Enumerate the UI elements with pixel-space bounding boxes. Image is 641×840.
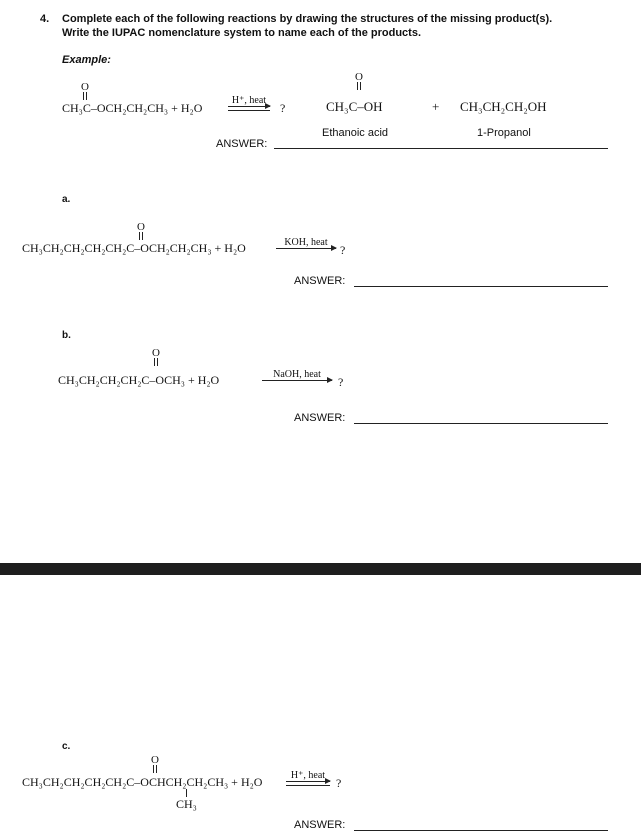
example-product1-carbonyl <box>354 72 364 90</box>
example-conditions: H⁺, heat <box>231 95 267 106</box>
part-b-reactant-right: –OCH₃ + H₂O <box>149 373 220 387</box>
part-a-conditions: KOH, heat <box>284 237 328 248</box>
part-c-equilibrium-arrow <box>286 781 330 786</box>
part-a-reactant-left: CH₃CH₂CH₂CH₂CH₂C <box>22 241 135 255</box>
example-product1 <box>326 99 383 115</box>
example-product1-o-text: O <box>355 71 363 83</box>
example-reaction-arrow <box>228 95 270 111</box>
example-carbonyl-oxygen <box>80 82 90 100</box>
part-b-conditions: NaOH, heat <box>273 369 321 380</box>
example-carbonyl-double-bond <box>83 92 87 100</box>
example-reactant-right: –OCH₂CH₂CH₃ + H₂O <box>90 101 203 115</box>
example-product1-double-bond <box>357 82 361 90</box>
part-b-answer-line <box>354 423 608 424</box>
part-a-carbonyl-o-text: O <box>137 221 145 233</box>
part-c-branch: CH₃ <box>176 797 197 811</box>
part-a-label: a. <box>62 194 71 205</box>
part-b-carbonyl-o-text: O <box>152 347 160 359</box>
part-c-branch-bond <box>186 789 187 797</box>
part-c-reactant-left: CH₃CH₂CH₂CH₂CH₂C <box>22 775 135 789</box>
example-answer-line <box>274 148 608 149</box>
part-b-reactant-left: CH₃CH₂CH₂CH₂C <box>58 373 150 387</box>
part-c-carbonyl <box>150 755 160 773</box>
question-number: 4. <box>40 13 50 25</box>
part-a-reactant-right: –OCH₂CH₂CH₃ + H₂O <box>134 241 246 255</box>
example-carbonyl-o-text: O <box>81 81 89 93</box>
example-equilibrium-arrow <box>228 106 270 111</box>
part-a-reaction-arrow <box>276 237 336 249</box>
part-b-answer-label: ANSWER: <box>294 412 346 424</box>
part-a-question-mark: ? <box>340 243 346 257</box>
part-b-reactant <box>58 373 219 388</box>
part-a-reactant <box>22 241 246 256</box>
part-c-answer-line <box>354 830 608 831</box>
example-question-mark: ? <box>280 101 286 115</box>
example-label: Example: <box>62 54 111 66</box>
example-plus-sign: + <box>432 99 440 114</box>
part-c-conditions: H⁺, heat <box>290 770 326 781</box>
page-divider-band <box>0 563 641 575</box>
part-c-answer-label: ANSWER: <box>294 819 346 831</box>
example-product2-name: 1-Propanol <box>477 127 531 139</box>
part-b-arrow-shaft <box>262 380 332 381</box>
part-c-reactant <box>22 775 262 790</box>
example-product1-name: Ethanoic acid <box>322 127 389 139</box>
part-a-carbonyl <box>136 222 146 240</box>
part-c-reaction-arrow <box>286 770 330 786</box>
example-reactant-left: CH₃C <box>62 101 91 115</box>
part-c-double-bond <box>153 765 157 773</box>
part-b-reaction-arrow <box>262 369 332 381</box>
question-text-line-1: Complete each of the following reactions by drawing the structures of the missing product(s). <box>62 13 553 25</box>
example-product1-right: –OH <box>357 99 383 114</box>
example-product2: CH₃CH₂CH₂OH <box>460 99 547 114</box>
example-product1-left: CH₃C <box>326 99 358 114</box>
part-c-carbonyl-o-text: O <box>151 754 159 766</box>
part-a-arrow-shaft <box>276 248 336 249</box>
part-b-carbonyl <box>151 348 161 366</box>
part-b-question-mark: ? <box>338 375 344 389</box>
question-instructions <box>40 12 632 40</box>
part-b-label: b. <box>62 330 71 341</box>
part-c-question-mark: ? <box>336 776 342 790</box>
example-reactant <box>62 101 202 116</box>
part-c-reactant-right: –OCHCH₂CH₂CH₃ + H₂O <box>134 775 263 789</box>
part-a-answer-label: ANSWER: <box>294 275 346 287</box>
question-text-line-2: Write the IUPAC nomenclature system to name each of the products. <box>62 27 421 39</box>
part-b-double-bond <box>154 358 158 366</box>
part-a-answer-line <box>354 286 608 287</box>
part-a-double-bond <box>139 232 143 240</box>
part-c-label: c. <box>62 741 71 752</box>
example-answer-label: ANSWER: <box>216 138 268 150</box>
